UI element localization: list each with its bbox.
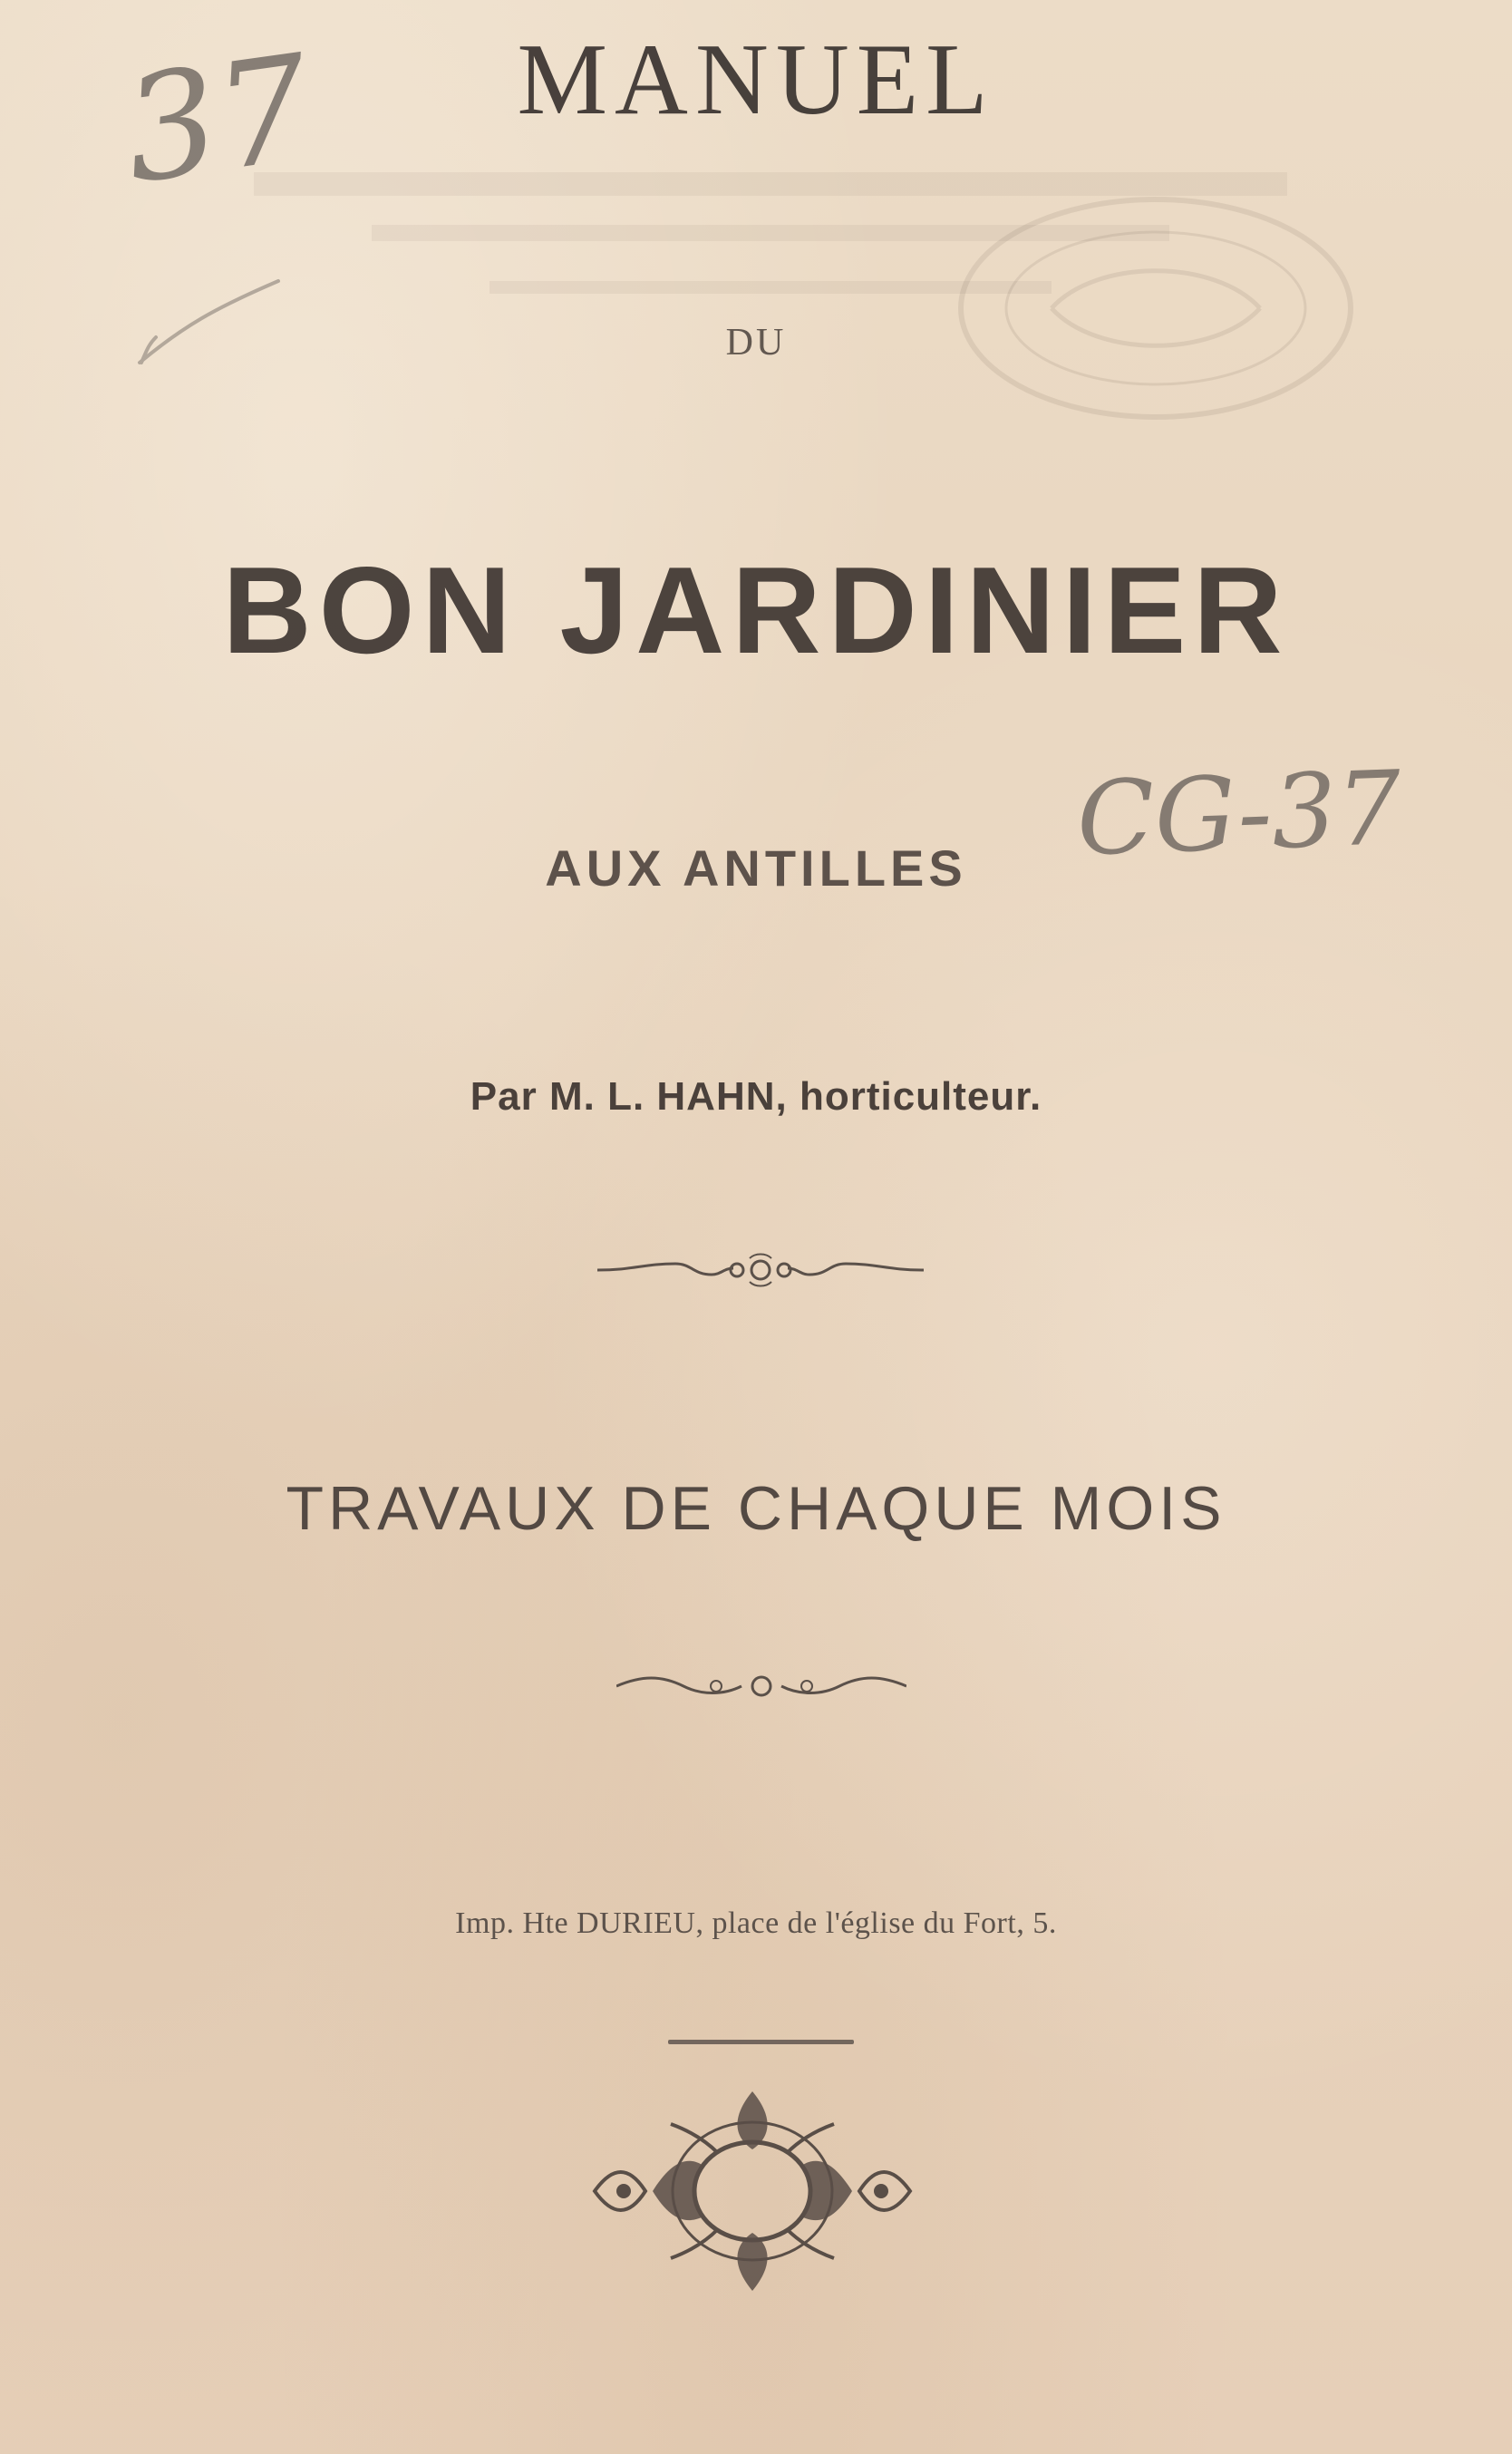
handwritten-callnumber: CG-37 [1074, 749, 1403, 879]
main-title: BON JARDINIER [222, 541, 1290, 679]
section-title: TRAVAUX DE CHAQUE MOIS [286, 1474, 1226, 1543]
bleed-through-text [218, 127, 1323, 354]
scroll-divider-icon [616, 1668, 906, 1704]
author-line: Par M. L. HAHN, horticulteur. [470, 1074, 1042, 1119]
subtitle-location: AUX ANTILLES [545, 839, 967, 897]
stamp-icon [934, 172, 1378, 444]
title-line-manuel: MANUEL [517, 24, 995, 136]
title-line-du: DU [725, 322, 787, 364]
handwritten-top-number: 37 [113, 22, 321, 217]
floral-divider-icon [597, 1251, 924, 1289]
floral-medallion-icon [571, 2071, 934, 2307]
separator-rule [668, 2040, 854, 2044]
imprint-line: Imp. Hte DURIEU, place de l'église du Fort, 5. [455, 1906, 1057, 1940]
